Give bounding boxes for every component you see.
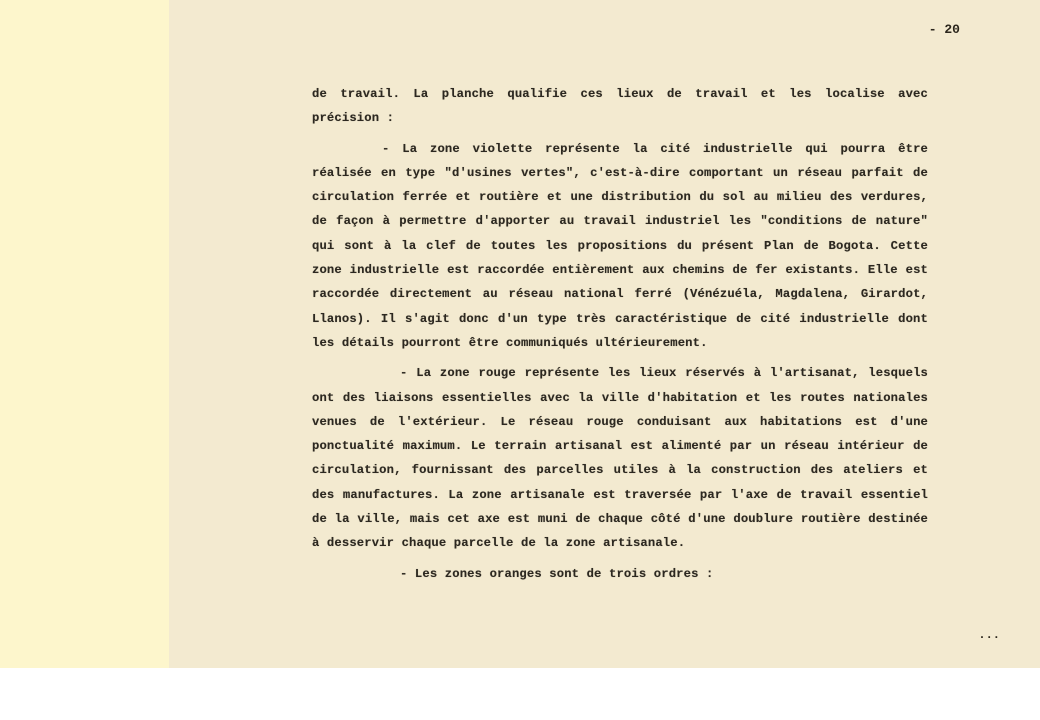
- paragraph-intro: de travail. La planche qualifie ces lieux de travail et les localise avec précision :: [312, 87, 928, 126]
- document-body: [312, 82, 928, 592]
- document-page: [169, 0, 1040, 668]
- paragraph-zones-oranges: - Les zones oranges sont de trois ordres :: [400, 566, 714, 581]
- viewer-left-margin: [0, 0, 169, 668]
- continuation-mark: ...: [978, 628, 1000, 642]
- page-number: - 20: [928, 22, 960, 37]
- paragraph-zone-rouge: - La zone rouge représente les lieux réservés à l'artisanat, lesquels ont des liaisons essentielles avec la ville d'habitation et les routes nationales venues de l'extérieur. Le réseau rouge conduisant aux habitations est d'une ponctualité maximum. Le terrain artisanal est alimenté par un réseau intérieur de circulation, fournissant des parcelles utiles à la construction des ateliers et des manufactures. La zone artisanale est traversée par l'axe de travail essentiel de la ville, mais cet axe est muni de chaque côté d'une doublure routière destinée à desservir chaque parcelle de la zone artisanale.: [312, 366, 928, 551]
- paragraph-zone-violette: - La zone violette représente la cité industrielle qui pourra être réalisée en type "d'usines vertes", c'est-à-dire comportant un réseau parfait de circulation ferrée et routière et une distribution du sol au milieu des verdures, de façon à permettre d'apporter au travail industriel les "conditions de nature" qui sont à la clef de toutes les propositions du présent Plan de Bogota. Cette zone industrielle est raccordée entièrement aux chemins de fer existants. Elle est raccordée directement au réseau national ferré (Vénézuéla, Magdalena, Girardot, Llanos). Il s'agit donc d'un type très caractéristique de cité industrielle dont les détails pourront être communiqués ultérieurement.: [312, 141, 928, 350]
